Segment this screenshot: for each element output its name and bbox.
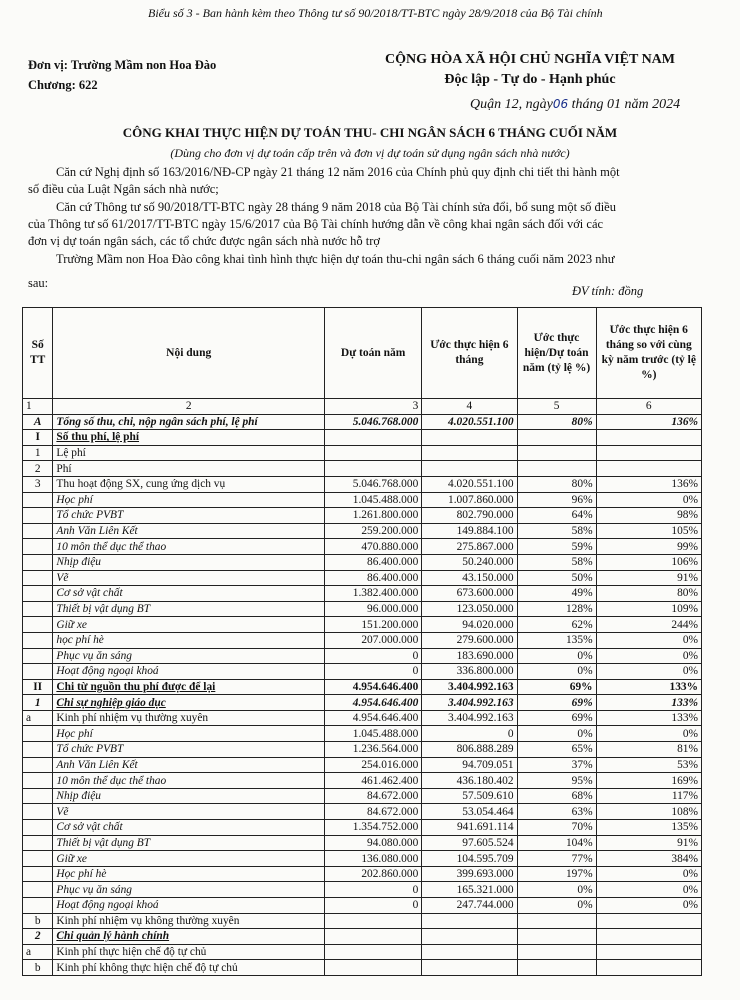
- header-stt: Số TT: [23, 308, 53, 399]
- cell-plan: 5.046.768.000: [324, 414, 421, 430]
- table-row: [23, 554, 702, 570]
- cell-yoy: 108%: [596, 804, 701, 820]
- table-row: [23, 804, 702, 820]
- cell-actual: 3.404.992.163: [422, 695, 517, 711]
- cell-yoy: 0%: [596, 866, 701, 882]
- cell-plan: 1.236.564.000: [324, 742, 421, 758]
- date-day: 06: [552, 97, 569, 111]
- table-row: [23, 445, 702, 461]
- cell-stt: [23, 570, 53, 586]
- cell-ratio: 69%: [517, 679, 596, 695]
- cell-yoy: [596, 929, 701, 945]
- cell-yoy: 91%: [596, 570, 701, 586]
- cell-content: Kinh phí thực hiện chế độ tự chủ: [53, 944, 325, 960]
- cell-actual: 3.404.992.163: [422, 710, 517, 726]
- cell-ratio: 197%: [517, 866, 596, 882]
- cell-ratio: 95%: [517, 773, 596, 789]
- cell-ratio: [517, 913, 596, 929]
- table-row: [23, 523, 702, 539]
- cell-yoy: 0%: [596, 492, 701, 508]
- cell-actual: [422, 929, 517, 945]
- cell-actual: 94.709.051: [422, 757, 517, 773]
- cell-content: Tổ chức PVBT: [53, 508, 325, 524]
- cell-actual: 183.690.000: [422, 648, 517, 664]
- cell-actual: 941.691.114: [422, 820, 517, 836]
- table-row: [23, 757, 702, 773]
- cell-actual: 275.867.000: [422, 539, 517, 555]
- cell-plan: 0: [324, 882, 421, 898]
- table-row: [23, 586, 702, 602]
- index-cell: 1: [23, 399, 53, 415]
- cell-content: Nhịp điệu: [53, 788, 325, 804]
- budget-table: [22, 307, 702, 976]
- cell-stt: [23, 898, 53, 914]
- form-note: Biểu số 3 - Ban hành kèm theo Thông tư số 90/2018/TT-BTC ngày 28/9/2018 của Bộ Tài chính: [148, 6, 603, 20]
- table-row: [23, 648, 702, 664]
- cell-yoy: [596, 430, 701, 446]
- cell-plan: 470.880.000: [324, 539, 421, 555]
- cell-content: Chi quản lý hành chính: [53, 929, 325, 945]
- cell-plan: 94.080.000: [324, 835, 421, 851]
- cell-actual: [422, 445, 517, 461]
- cell-yoy: 117%: [596, 788, 701, 804]
- cell-plan: [324, 430, 421, 446]
- table-row: [23, 539, 702, 555]
- cell-stt: [23, 757, 53, 773]
- paragraph-line: số điều của Luật Ngân sách nhà nước;: [28, 182, 219, 196]
- cell-ratio: [517, 929, 596, 945]
- index-cell: 5: [517, 399, 596, 415]
- cell-yoy: 169%: [596, 773, 701, 789]
- cell-plan: 86.400.000: [324, 554, 421, 570]
- cell-stt: b: [23, 960, 53, 976]
- cell-content: Cơ sở vật chất: [53, 820, 325, 836]
- cell-stt: [23, 773, 53, 789]
- cell-yoy: 81%: [596, 742, 701, 758]
- cell-actual: [422, 913, 517, 929]
- table-row: [23, 679, 702, 695]
- cell-yoy: 133%: [596, 695, 701, 711]
- cell-stt: [23, 648, 53, 664]
- cell-actual: 802.790.000: [422, 508, 517, 524]
- table-row: [23, 960, 702, 976]
- cell-plan: [324, 913, 421, 929]
- cell-content: Giữ xe: [53, 851, 325, 867]
- cell-actual: 1.007.860.000: [422, 492, 517, 508]
- index-cell: 2: [53, 399, 325, 415]
- cell-yoy: [596, 461, 701, 477]
- cell-actual: 399.693.000: [422, 866, 517, 882]
- cell-stt: [23, 851, 53, 867]
- cell-ratio: 96%: [517, 492, 596, 508]
- cell-stt: [23, 492, 53, 508]
- cell-stt: [23, 617, 53, 633]
- cell-plan: 1.045.488.000: [324, 726, 421, 742]
- cell-content: Vẽ: [53, 570, 325, 586]
- cell-ratio: 58%: [517, 554, 596, 570]
- cell-stt: 2: [23, 929, 53, 945]
- table-row: [23, 664, 702, 680]
- cell-stt: [23, 804, 53, 820]
- cell-ratio: 104%: [517, 835, 596, 851]
- cell-plan: 96.000.000: [324, 601, 421, 617]
- table-row: [23, 414, 702, 430]
- header-yoy: Ước thực hiện 6 tháng so với cùng kỳ năm trước (tỷ lệ %): [596, 308, 701, 399]
- cell-actual: 806.888.289: [422, 742, 517, 758]
- cell-content: Nhịp điệu: [53, 554, 325, 570]
- cell-actual: 57.509.610: [422, 788, 517, 804]
- cell-ratio: 135%: [517, 632, 596, 648]
- cell-stt: I: [23, 430, 53, 446]
- cell-plan: 202.860.000: [324, 866, 421, 882]
- unit-label: Đơn vị: Trường Mầm non Hoa Đào: [28, 58, 217, 72]
- table-row: [23, 913, 702, 929]
- paragraph-line: đơn vị dự toán ngân sách, các tổ chức được ngân sách nhà nước hỗ trợ: [28, 234, 381, 248]
- cell-plan: 0: [324, 664, 421, 680]
- cell-ratio: 80%: [517, 476, 596, 492]
- cell-yoy: 99%: [596, 539, 701, 555]
- cell-yoy: [596, 445, 701, 461]
- table-row: [23, 851, 702, 867]
- cell-ratio: 0%: [517, 898, 596, 914]
- cell-ratio: 0%: [517, 726, 596, 742]
- table-row: [23, 508, 702, 524]
- cell-stt: a: [23, 944, 53, 960]
- cell-ratio: 65%: [517, 742, 596, 758]
- table-row: [23, 929, 702, 945]
- cell-stt: a: [23, 710, 53, 726]
- table-row: [23, 835, 702, 851]
- cell-plan: 254.016.000: [324, 757, 421, 773]
- nation-title: CỘNG HÒA XÃ HỘI CHỦ NGHĨA VIỆT NAM: [384, 52, 675, 67]
- cell-content: Anh Văn Liên Kết: [53, 523, 325, 539]
- cell-content: Tổ chức PVBT: [53, 742, 325, 758]
- cell-yoy: 0%: [596, 726, 701, 742]
- table-row: [23, 773, 702, 789]
- cell-ratio: 58%: [517, 523, 596, 539]
- cell-plan: 84.672.000: [324, 788, 421, 804]
- cell-actual: 4.020.551.100: [422, 414, 517, 430]
- cell-stt: b: [23, 913, 53, 929]
- paragraph-line: của Thông tư số 61/2017/TT-BTC ngày 15/6/2017 của Bộ Tài chính hướng dẫn về công khai ngân sách đối với các: [28, 217, 604, 231]
- cell-plan: [324, 929, 421, 945]
- cell-plan: 4.954.646.400: [324, 679, 421, 695]
- table-row: [23, 601, 702, 617]
- cell-actual: 673.600.000: [422, 586, 517, 602]
- cell-stt: [23, 788, 53, 804]
- cell-content: Giữ xe: [53, 617, 325, 633]
- cell-actual: 94.020.000: [422, 617, 517, 633]
- cell-actual: 336.800.000: [422, 664, 517, 680]
- cell-ratio: 37%: [517, 757, 596, 773]
- cell-content: 10 môn thể dục thể thao: [53, 539, 325, 555]
- cell-content: Phục vụ ăn sáng: [53, 648, 325, 664]
- cell-actual: 97.605.524: [422, 835, 517, 851]
- cell-plan: 0: [324, 648, 421, 664]
- cell-ratio: 59%: [517, 539, 596, 555]
- cell-plan: 151.200.000: [324, 617, 421, 633]
- cell-stt: [23, 820, 53, 836]
- cell-actual: [422, 461, 517, 477]
- cell-content: Phí: [53, 461, 325, 477]
- cell-stt: 1: [23, 445, 53, 461]
- unit-note: ĐV tính: đồng: [572, 284, 644, 298]
- cell-stt: [23, 523, 53, 539]
- cell-content: Vẽ: [53, 804, 325, 820]
- table-row: [23, 788, 702, 804]
- cell-yoy: [596, 944, 701, 960]
- cell-plan: 0: [324, 898, 421, 914]
- cell-ratio: 62%: [517, 617, 596, 633]
- table-row: [23, 820, 702, 836]
- cell-stt: [23, 742, 53, 758]
- cell-actual: [422, 430, 517, 446]
- table-row: [23, 632, 702, 648]
- cell-yoy: 0%: [596, 882, 701, 898]
- cell-plan: 4.954.646.400: [324, 710, 421, 726]
- cell-actual: 43.150.000: [422, 570, 517, 586]
- table-row: [23, 710, 702, 726]
- cell-yoy: 0%: [596, 632, 701, 648]
- cell-stt: [23, 835, 53, 851]
- date-prefix: Quận 12, ngày: [470, 97, 553, 112]
- cell-ratio: [517, 445, 596, 461]
- cell-yoy: [596, 913, 701, 929]
- cell-content: Anh Văn Liên Kết: [53, 757, 325, 773]
- cell-ratio: 69%: [517, 695, 596, 711]
- cell-ratio: 63%: [517, 804, 596, 820]
- cell-yoy: 133%: [596, 679, 701, 695]
- motto: Độc lập - Tự do - Hạnh phúc: [444, 72, 616, 87]
- cell-yoy: 244%: [596, 617, 701, 633]
- cell-content: Hoạt động ngoại khoá: [53, 664, 325, 680]
- cell-yoy: 136%: [596, 476, 701, 492]
- cell-stt: [23, 586, 53, 602]
- cell-actual: 0: [422, 726, 517, 742]
- header-content: Nội dung: [53, 308, 325, 399]
- cell-content: Lệ phí: [53, 445, 325, 461]
- table-row: [23, 695, 702, 711]
- cell-yoy: 109%: [596, 601, 701, 617]
- paragraph-line: Căn cứ Thông tư số 90/2018/TT-BTC ngày 28 tháng 9 năm 2018 của Bộ Tài chính sửa đổi, bổ sung một số điều: [56, 200, 616, 214]
- cell-yoy: 106%: [596, 554, 701, 570]
- cell-ratio: 0%: [517, 882, 596, 898]
- cell-content: Thiết bị vật dụng BT: [53, 835, 325, 851]
- cell-plan: 1.382.400.000: [324, 586, 421, 602]
- cell-ratio: 69%: [517, 710, 596, 726]
- table-header-row: [23, 308, 702, 399]
- cell-yoy: 53%: [596, 757, 701, 773]
- cell-yoy: 80%: [596, 586, 701, 602]
- cell-stt: [23, 726, 53, 742]
- cell-stt: [23, 866, 53, 882]
- cell-ratio: 50%: [517, 570, 596, 586]
- cell-ratio: [517, 960, 596, 976]
- cell-stt: 3: [23, 476, 53, 492]
- cell-yoy: 105%: [596, 523, 701, 539]
- document-subtitle: (Dùng cho đơn vị dự toán cấp trên và đơn vị dự toán sử dụng ngân sách nhà nước): [170, 146, 570, 160]
- cell-plan: 5.046.768.000: [324, 476, 421, 492]
- date-suffix: tháng 01 năm 2024: [571, 97, 681, 112]
- table-row: [23, 882, 702, 898]
- index-cell: 6: [596, 399, 701, 415]
- cell-content: Kinh phí không thực hiện chế độ tự chủ: [53, 960, 325, 976]
- header-ratio: Ước thực hiện/Dự toán năm (tỷ lệ %): [517, 308, 596, 399]
- cell-yoy: 133%: [596, 710, 701, 726]
- cell-content: Chi từ nguồn thu phí được để lại: [53, 679, 325, 695]
- cell-actual: 4.020.551.100: [422, 476, 517, 492]
- cell-actual: [422, 960, 517, 976]
- cell-actual: 104.595.709: [422, 851, 517, 867]
- header-plan: Dự toán năm: [324, 308, 421, 399]
- cell-content: 10 môn thể dục thể thao: [53, 773, 325, 789]
- cell-content: Thu hoạt động SX, cung ứng dịch vụ: [53, 476, 325, 492]
- cell-yoy: 0%: [596, 898, 701, 914]
- table-row: [23, 742, 702, 758]
- cell-stt: [23, 601, 53, 617]
- cell-stt: [23, 882, 53, 898]
- cell-content: Phục vụ ăn sáng: [53, 882, 325, 898]
- cell-plan: 1.261.800.000: [324, 508, 421, 524]
- cell-ratio: 68%: [517, 788, 596, 804]
- cell-ratio: [517, 430, 596, 446]
- cell-ratio: [517, 461, 596, 477]
- table-row: [23, 617, 702, 633]
- cell-plan: 207.000.000: [324, 632, 421, 648]
- date-line: [470, 97, 680, 113]
- cell-stt: [23, 508, 53, 524]
- cell-plan: 1.045.488.000: [324, 492, 421, 508]
- table-row: [23, 866, 702, 882]
- cell-stt: II: [23, 679, 53, 695]
- cell-ratio: 80%: [517, 414, 596, 430]
- cell-stt: A: [23, 414, 53, 430]
- table-row: [23, 898, 702, 914]
- chapter-label: Chương: 622: [28, 78, 98, 92]
- cell-actual: 53.054.464: [422, 804, 517, 820]
- cell-actual: 123.050.000: [422, 601, 517, 617]
- index-row: [23, 399, 702, 415]
- cell-plan: 1.354.752.000: [324, 820, 421, 836]
- cell-plan: 86.400.000: [324, 570, 421, 586]
- cell-ratio: 64%: [517, 508, 596, 524]
- cell-content: học phí hè: [53, 632, 325, 648]
- cell-ratio: [517, 944, 596, 960]
- cell-stt: [23, 539, 53, 555]
- cell-ratio: 77%: [517, 851, 596, 867]
- table-row: [23, 492, 702, 508]
- paragraph-line: Trường Mầm non Hoa Đào công khai tình hình thực hiện dự toán thu-chi ngân sách 6 tháng cuối năm 2023 như: [56, 252, 615, 266]
- cell-ratio: 70%: [517, 820, 596, 836]
- table-row: [23, 476, 702, 492]
- cell-actual: 247.744.000: [422, 898, 517, 914]
- cell-stt: [23, 664, 53, 680]
- index-cell: 3: [324, 399, 421, 415]
- cell-content: Tổng số thu, chi, nộp ngân sách phí, lệ phí: [53, 414, 325, 430]
- cell-stt: 2: [23, 461, 53, 477]
- cell-content: Học phí hè: [53, 866, 325, 882]
- cell-actual: 279.600.000: [422, 632, 517, 648]
- cell-yoy: 136%: [596, 414, 701, 430]
- cell-content: Thiết bị vật dụng BT: [53, 601, 325, 617]
- cell-yoy: [596, 960, 701, 976]
- paragraph-line: Căn cứ Nghị định số 163/2016/NĐ-CP ngày 21 tháng 12 năm 2016 của Chính phủ quy định chi tiết thi hành một: [56, 165, 620, 179]
- table-row: [23, 570, 702, 586]
- cell-plan: [324, 445, 421, 461]
- document-title: CÔNG KHAI THỰC HIỆN DỰ TOÁN THU- CHI NGÂN SÁCH 6 THÁNG CUỐI NĂM: [122, 125, 618, 140]
- cell-plan: [324, 944, 421, 960]
- cell-yoy: 0%: [596, 648, 701, 664]
- cell-actual: 149.884.100: [422, 523, 517, 539]
- cell-content: Số thu phí, lệ phí: [53, 430, 325, 446]
- cell-content: Kinh phí nhiệm vụ không thường xuyên: [53, 913, 325, 929]
- table-body: [23, 399, 702, 976]
- cell-actual: 165.321.000: [422, 882, 517, 898]
- cell-stt: 1: [23, 695, 53, 711]
- cell-content: Cơ sở vật chất: [53, 586, 325, 602]
- cell-content: Học phí: [53, 726, 325, 742]
- table-row: [23, 430, 702, 446]
- cell-content: Chi sự nghiệp giáo dục: [53, 695, 325, 711]
- cell-actual: 436.180.402: [422, 773, 517, 789]
- cell-ratio: 0%: [517, 664, 596, 680]
- cell-yoy: 91%: [596, 835, 701, 851]
- cell-plan: 461.462.400: [324, 773, 421, 789]
- cell-actual: 50.240.000: [422, 554, 517, 570]
- paragraph-line: sau:: [28, 276, 49, 290]
- cell-plan: [324, 960, 421, 976]
- cell-plan: [324, 461, 421, 477]
- cell-yoy: 98%: [596, 508, 701, 524]
- cell-plan: 84.672.000: [324, 804, 421, 820]
- cell-stt: [23, 632, 53, 648]
- cell-yoy: 0%: [596, 664, 701, 680]
- cell-yoy: 384%: [596, 851, 701, 867]
- cell-actual: [422, 944, 517, 960]
- cell-actual: 3.404.992.163: [422, 679, 517, 695]
- cell-ratio: 49%: [517, 586, 596, 602]
- table-row: [23, 726, 702, 742]
- index-cell: 4: [422, 399, 517, 415]
- cell-plan: 259.200.000: [324, 523, 421, 539]
- table-row: [23, 944, 702, 960]
- cell-yoy: 135%: [596, 820, 701, 836]
- cell-content: Học phí: [53, 492, 325, 508]
- header-actual: Ước thực hiện 6 tháng: [422, 308, 517, 399]
- cell-content: Hoạt động ngoại khoá: [53, 898, 325, 914]
- cell-ratio: 128%: [517, 601, 596, 617]
- cell-ratio: 0%: [517, 648, 596, 664]
- cell-plan: 4.954.646.400: [324, 695, 421, 711]
- cell-stt: [23, 554, 53, 570]
- cell-content: Kinh phí nhiệm vụ thường xuyên: [53, 710, 325, 726]
- cell-plan: 136.080.000: [324, 851, 421, 867]
- table-row: [23, 461, 702, 477]
